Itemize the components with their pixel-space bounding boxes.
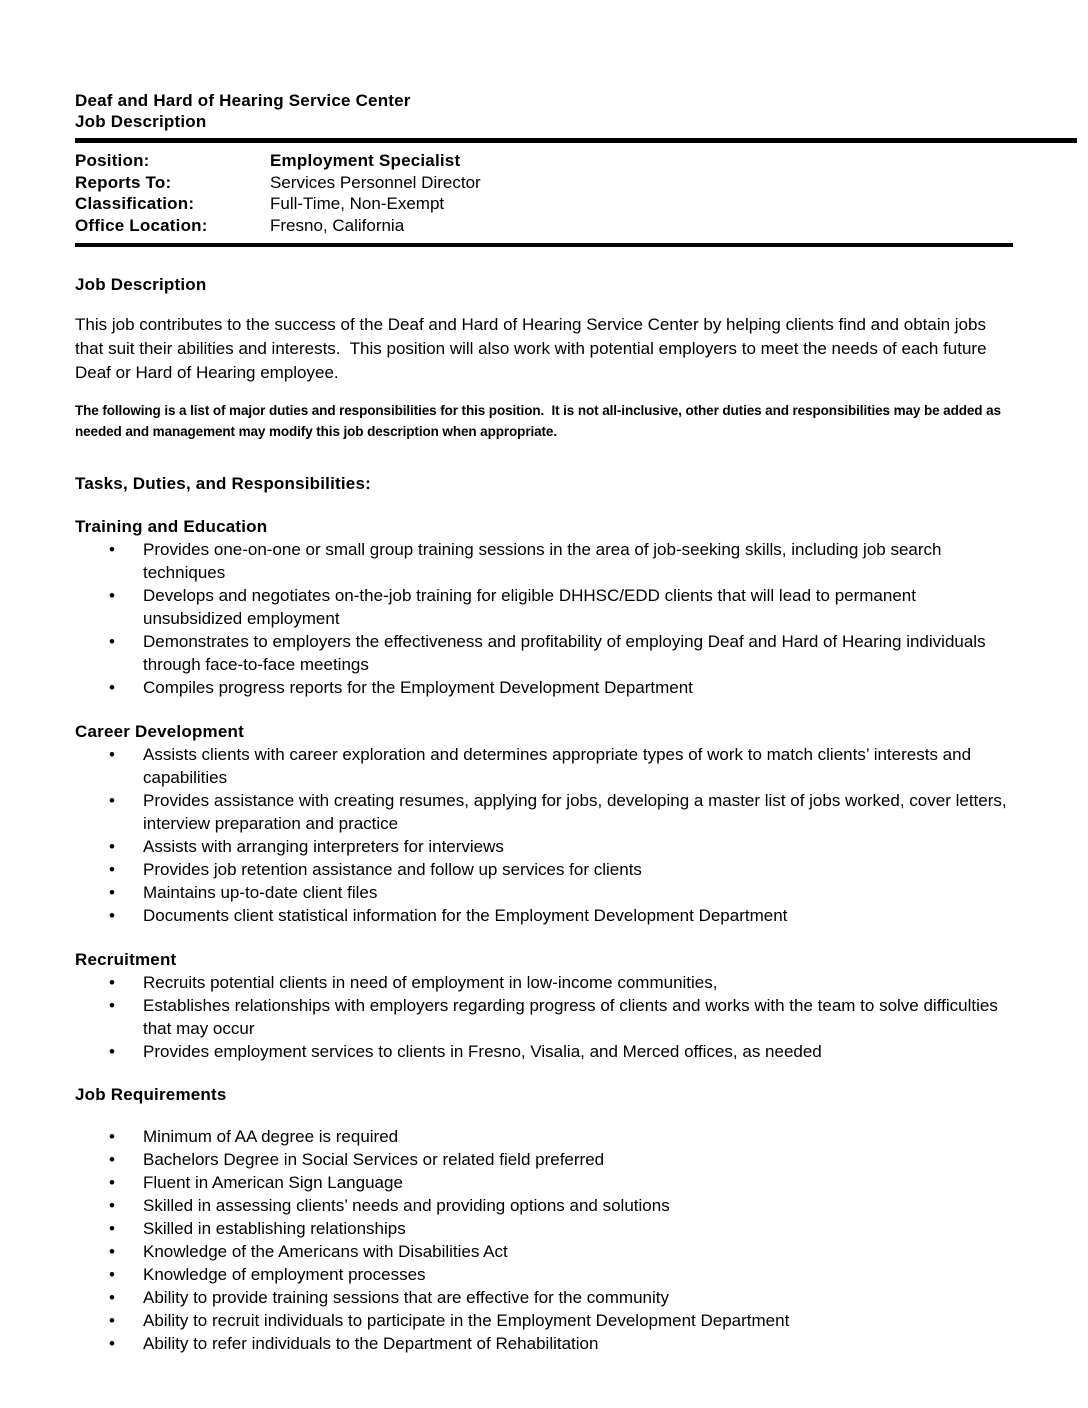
list-item: • Knowledge of the Americans with Disabilities Act: [75, 1240, 1015, 1263]
document-page: [75, 90, 1077, 1355]
list-item: • Minimum of AA degree is required: [75, 1125, 1015, 1148]
position-meta-table: [75, 150, 481, 236]
list-item: • Establishes relationships with employers regarding progress of clients and works with the team to solve difficulties that may occur: [75, 994, 1015, 1040]
subsection-title: Training and Education: [75, 517, 268, 536]
section-heading-tasks: Tasks, Duties, and Responsibilities:: [75, 474, 371, 493]
list-item: • Ability to recruit individuals to participate in the Employment Development Department: [75, 1309, 1015, 1332]
disclaimer-paragraph: The following is a list of major duties and responsibilities for this position. It is not all-inclusive, other duties and responsibilities may be added as needed and management may modify this job description when appropriate.: [75, 403, 1005, 439]
list-item: • Develops and negotiates on-the-job training for eligible DHHSC/EDD clients that will lead to permanent unsubsidized employment: [75, 584, 1015, 630]
list-item: • Assists with arranging interpreters for interviews: [75, 835, 1015, 858]
table-row: [75, 150, 481, 172]
table-row: [75, 172, 481, 194]
career-bullet-list: [75, 743, 1015, 927]
doc-type-title: Job Description: [75, 112, 207, 131]
list-item: • Ability to provide training sessions that are effective for the community: [75, 1286, 1015, 1309]
meta-label-reports-to: Reports To:: [75, 172, 172, 192]
meta-value-classification: Full-Time, Non-Exempt: [270, 194, 445, 213]
section-requirements: [75, 1084, 1077, 1355]
meta-label-position: Position:: [75, 151, 150, 170]
subsection-title: Career Development: [75, 722, 244, 741]
list-item: • Fluent in American Sign Language: [75, 1171, 1015, 1194]
subsection-career-development: [75, 721, 1077, 927]
meta-label-classification: Classification:: [75, 194, 195, 213]
list-item: • Compiles progress reports for the Employment Development Department: [75, 676, 1015, 699]
meta-label-office-location: Office Location:: [75, 215, 208, 235]
list-item: • Documents client statistical information for the Employment Development Department: [75, 904, 1015, 927]
list-item: • Skilled in assessing clients’ needs and providing options and solutions: [75, 1194, 1015, 1217]
subsection-title: Recruitment: [75, 950, 177, 969]
list-item: • Skilled in establishing relationships: [75, 1217, 1015, 1240]
recruitment-bullet-list: [75, 971, 1015, 1063]
org-name: Deaf and Hard of Hearing Service Center: [75, 91, 411, 110]
table-row: [75, 193, 481, 215]
list-item: • Provides employment services to clients in Fresno, Visalia, and Merced offices, as needed: [75, 1040, 1015, 1063]
list-item: • Demonstrates to employers the effectiveness and profitability of employing Deaf and Hard of Hearing individuals through face-to-face meetings: [75, 630, 1015, 676]
meta-value-office-location: Fresno, California: [270, 215, 405, 235]
requirements-bullet-list: [75, 1125, 1015, 1355]
overview-paragraph: This job contributes to the success of the Deaf and Hard of Hearing Service Center by helping clients find and obtain jobs that suit their abilities and interests. This position will also work with potential employers to meet the needs of each future Deaf or Hard of Hearing employee.: [75, 315, 992, 382]
meta-value-reports-to: Services Personnel Director: [270, 172, 481, 192]
header-top-rule: [75, 138, 1077, 143]
document-header: [75, 90, 1077, 247]
training-bullet-list: [75, 538, 1015, 699]
subsection-recruitment: [75, 949, 1077, 1063]
list-item: • Provides assistance with creating resumes, applying for jobs, developing a master list of jobs worked, cover letters, interview preparation and practice: [75, 789, 1015, 835]
list-item: • Assists clients with career exploration and determines appropriate types of work to match clients’ interests and capabilities: [75, 743, 1015, 789]
header-bottom-rule: [75, 243, 1013, 247]
section-overview: [75, 274, 1077, 442]
list-item: • Recruits potential clients in need of employment in low-income communities,: [75, 971, 1015, 994]
list-item: • Provides one-on-one or small group training sessions in the area of job-seeking skills, including job search techniques: [75, 538, 1015, 584]
list-item: • Ability to refer individuals to the Department of Rehabilitation: [75, 1332, 1015, 1355]
list-item: • Bachelors Degree in Social Services or related field preferred: [75, 1148, 1015, 1171]
meta-value-position: Employment Specialist: [270, 151, 461, 170]
list-item: • Knowledge of employment processes: [75, 1263, 1015, 1286]
section-heading-job-requirements: Job Requirements: [75, 1085, 227, 1104]
list-item: • Maintains up-to-date client files: [75, 881, 1015, 904]
list-item: • Provides job retention assistance and follow up services for clients: [75, 858, 1015, 881]
subsection-training-and-education: [75, 516, 1077, 699]
section-tasks: [75, 473, 1077, 1063]
table-row: [75, 215, 481, 237]
section-heading-job-description: Job Description: [75, 275, 207, 294]
